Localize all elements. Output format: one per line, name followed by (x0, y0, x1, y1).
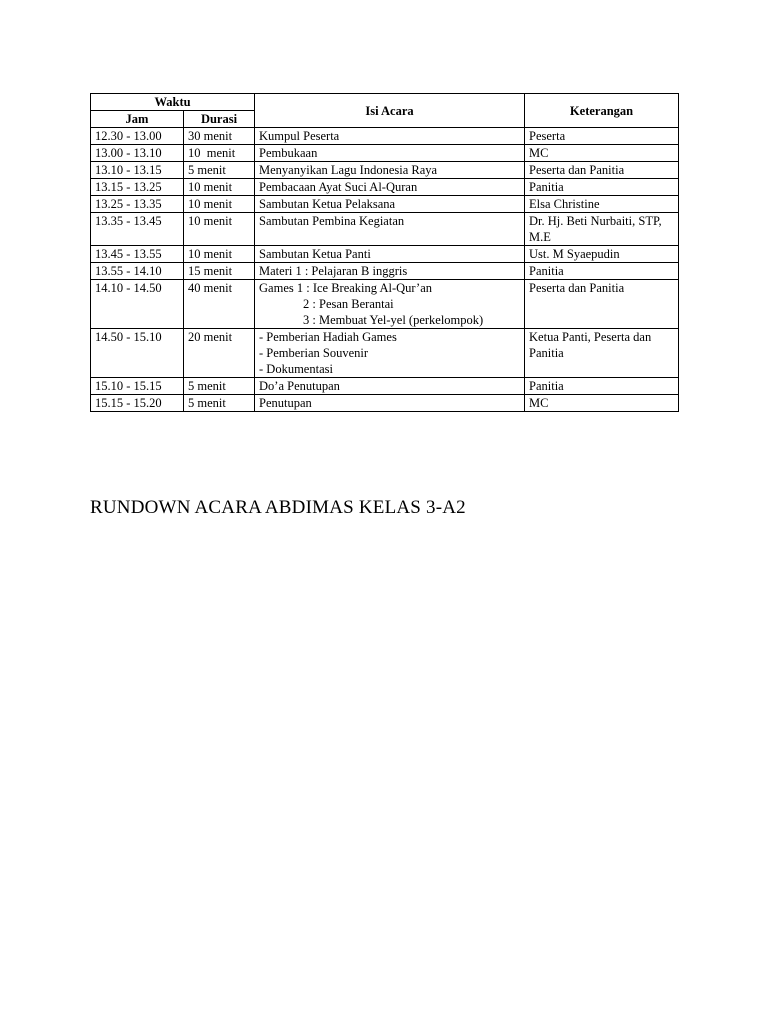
document-title: RUNDOWN ACARA ABDIMAS KELAS 3-A2 (90, 497, 466, 518)
header-isi-acara: Isi Acara (255, 94, 525, 128)
isi-acara-line: Pembukaan (259, 146, 318, 160)
table-row (91, 395, 679, 412)
cell-keterangan: Peserta dan Panitia (525, 162, 679, 179)
cell-keterangan: Ketua Panti, Peserta dan Panitia (525, 329, 679, 378)
cell-keterangan: MC (525, 145, 679, 162)
isi-acara-line: - Dokumentasi (259, 362, 333, 376)
cell-isi-acara (255, 378, 525, 395)
cell-durasi: 15 menit (184, 263, 255, 280)
isi-acara-line: - Pemberian Souvenir (259, 346, 369, 360)
cell-isi-acara (255, 329, 525, 378)
cell-durasi: 20 menit (184, 329, 255, 378)
cell-jam: 13.35 - 13.45 (91, 213, 184, 246)
cell-jam: 13.00 - 13.10 (91, 145, 184, 162)
cell-isi-acara (255, 263, 525, 280)
cell-durasi: 10 menit (184, 196, 255, 213)
cell-keterangan: Elsa Christine (525, 196, 679, 213)
cell-keterangan: MC (525, 395, 679, 412)
table-row (91, 128, 679, 145)
cell-durasi: 10 menit (184, 179, 255, 196)
cell-keterangan: Panitia (525, 263, 679, 280)
cell-isi-acara (255, 162, 525, 179)
cell-isi-acara (255, 213, 525, 246)
cell-isi-acara (255, 196, 525, 213)
header-keterangan: Keterangan (525, 94, 679, 128)
table-row (91, 263, 679, 280)
cell-keterangan: Panitia (525, 378, 679, 395)
cell-keterangan: Peserta (525, 128, 679, 145)
isi-acara-line: Do’a Penutupan (259, 379, 340, 393)
cell-durasi: 40 menit (184, 280, 255, 329)
table-row (91, 329, 679, 378)
table-row (91, 378, 679, 395)
cell-jam: 15.10 - 15.15 (91, 378, 184, 395)
header-durasi: Durasi (184, 111, 255, 128)
cell-jam: 15.15 - 15.20 (91, 395, 184, 412)
cell-durasi: 5 menit (184, 162, 255, 179)
cell-durasi: 30 menit (184, 128, 255, 145)
cell-isi-acara (255, 145, 525, 162)
cell-durasi: 5 menit (184, 395, 255, 412)
table-header (91, 94, 679, 128)
cell-durasi: 10 menit (184, 246, 255, 263)
isi-acara-line: Sambutan Pembina Kegiatan (259, 214, 405, 228)
cell-isi-acara (255, 280, 525, 329)
isi-acara-line: Sambutan Ketua Panti (259, 247, 371, 261)
isi-acara-line: Kumpul Peserta (259, 129, 340, 143)
cell-jam: 13.45 - 13.55 (91, 246, 184, 263)
rundown-table (90, 93, 679, 412)
table-row (91, 280, 679, 329)
cell-keterangan: Peserta dan Panitia (525, 280, 679, 329)
cell-isi-acara (255, 246, 525, 263)
header-waktu: Waktu (91, 94, 255, 111)
cell-durasi: 10 menit (184, 145, 255, 162)
isi-acara-line: Sambutan Ketua Pelaksana (259, 197, 396, 211)
cell-isi-acara (255, 128, 525, 145)
isi-acara-line: Materi 1 : Pelajaran B inggris (259, 264, 408, 278)
cell-keterangan: Dr. Hj. Beti Nurbaiti, STP, M.E (525, 213, 679, 246)
table-row (91, 162, 679, 179)
cell-jam: 12.30 - 13.00 (91, 128, 184, 145)
isi-acara-line: - Pemberian Hadiah Games (259, 330, 397, 344)
cell-keterangan: Panitia (525, 179, 679, 196)
isi-acara-line: 2 : Pesan Berantai (303, 297, 394, 311)
cell-jam: 14.10 - 14.50 (91, 280, 184, 329)
cell-jam: 14.50 - 15.10 (91, 329, 184, 378)
isi-acara-line: Penutupan (259, 396, 312, 410)
cell-jam: 13.10 - 13.15 (91, 162, 184, 179)
cell-isi-acara (255, 179, 525, 196)
table-row (91, 196, 679, 213)
cell-durasi: 5 menit (184, 378, 255, 395)
isi-acara-line: Menyanyikan Lagu Indonesia Raya (259, 163, 438, 177)
cell-jam: 13.25 - 13.35 (91, 196, 184, 213)
header-jam: Jam (91, 111, 184, 128)
cell-isi-acara (255, 395, 525, 412)
cell-jam: 13.55 - 14.10 (91, 263, 184, 280)
cell-durasi: 10 menit (184, 213, 255, 246)
table-row (91, 145, 679, 162)
cell-jam: 13.15 - 13.25 (91, 179, 184, 196)
table-row (91, 213, 679, 246)
table-body (91, 128, 679, 412)
isi-acara-line: Games 1 : Ice Breaking Al-Qur’an (259, 281, 432, 295)
isi-acara-line: Pembacaan Ayat Suci Al-Quran (259, 180, 418, 194)
cell-keterangan: Ust. M Syaepudin (525, 246, 679, 263)
table-row (91, 246, 679, 263)
table-row (91, 179, 679, 196)
isi-acara-line: 3 : Membuat Yel-yel (perkelompok) (303, 313, 484, 327)
